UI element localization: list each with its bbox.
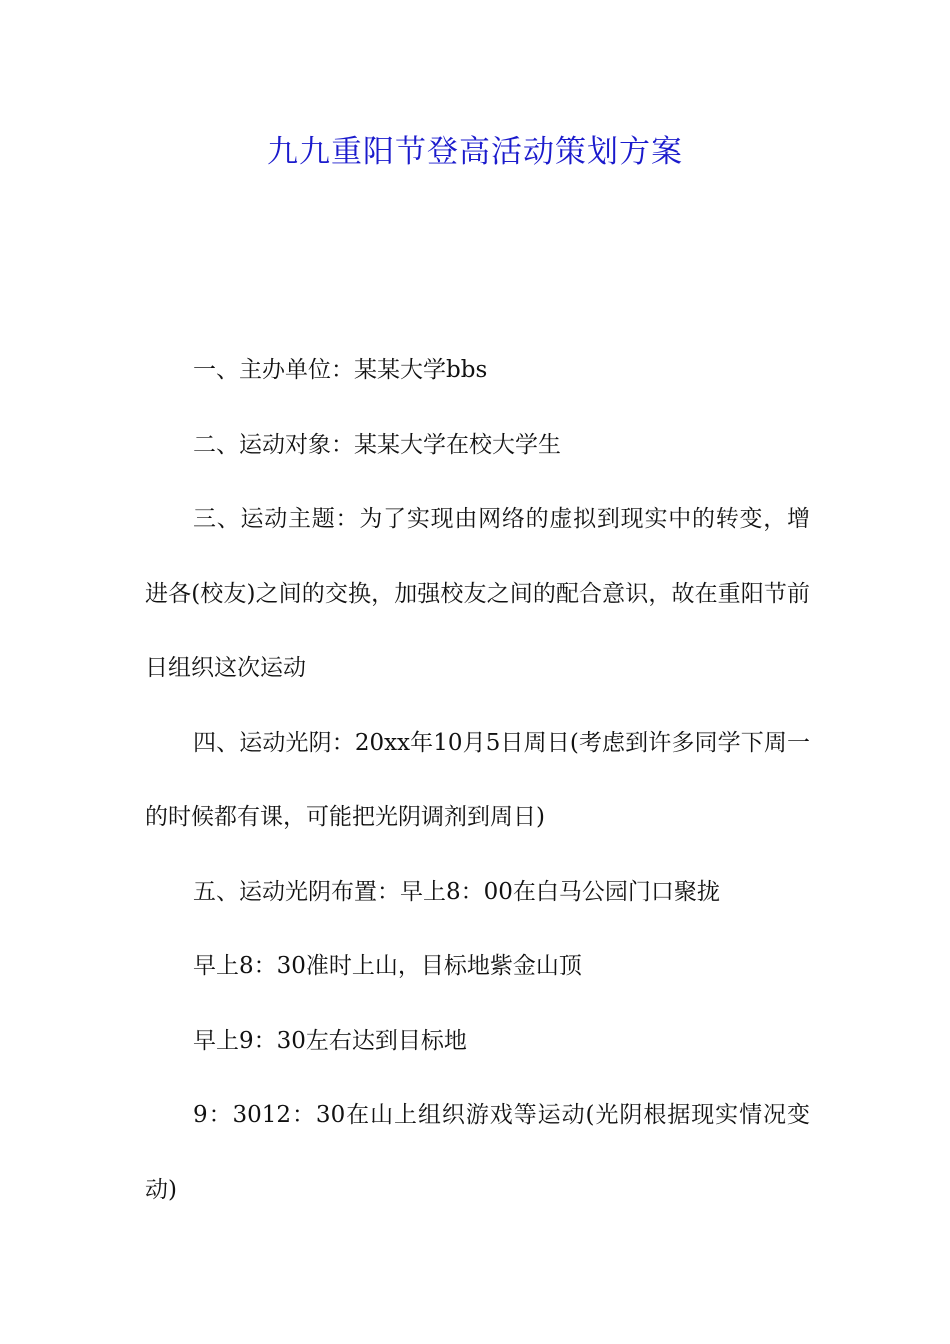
paragraph-schedule-climb: 早上8：30准时上山，目标地紫金山顶 bbox=[193, 953, 582, 979]
paragraph-theme: 三、运动主题：为了实现由网络的虚拟到现实中的转变，增进各(校友)之间的交换，加强校友之间的配合意识，故在重阳节前日组织这次运动 bbox=[145, 506, 810, 681]
document-body bbox=[145, 333, 810, 1227]
paragraph-participants: 二、运动对象：某某大学在校大学生 bbox=[193, 431, 561, 458]
paragraph-schedule-arrive: 早上9：30左右达到目标地 bbox=[193, 1027, 467, 1054]
paragraph-schedule-games: 9：3012：30在山上组织游戏等运动(光阴根据现实情况变动) bbox=[145, 1102, 810, 1203]
paragraph-time: 四、运动光阴：20xx年10月5日周日(考虑到许多同学下周一的时候都有课，可能把光阴调剂到周日) bbox=[145, 729, 810, 830]
paragraph-organizer: 一、主办单位：某某大学bbs bbox=[193, 357, 488, 383]
document-title: 九九重阳节登高活动策划方案 bbox=[267, 134, 683, 170]
paragraph-schedule: 五、运动光阴布置：早上8：00在白马公园门口聚拢 bbox=[193, 878, 720, 905]
